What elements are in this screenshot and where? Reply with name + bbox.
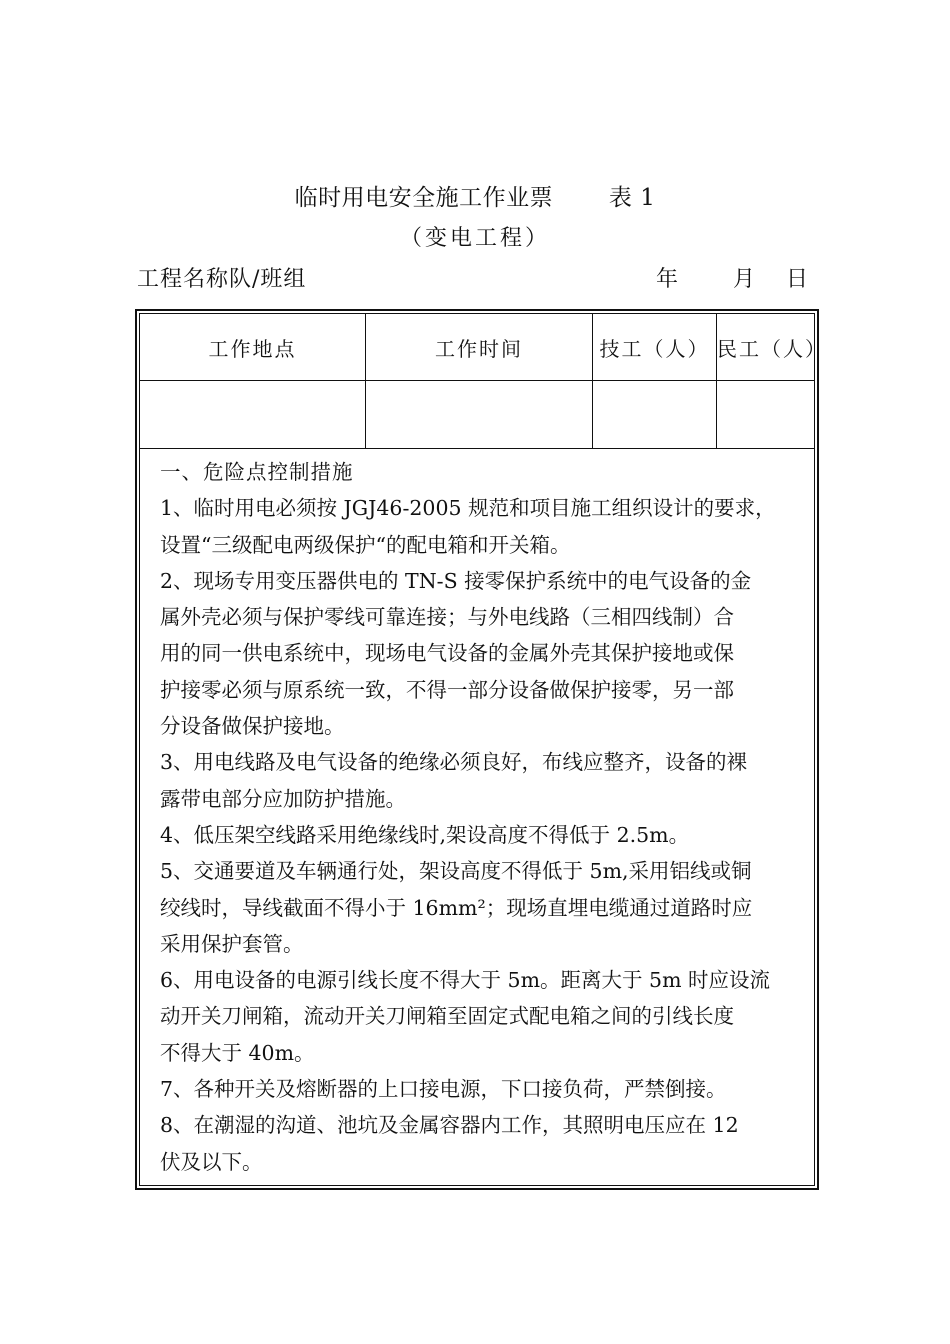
measure-line: 不得大于 40m。 <box>160 1040 315 1065</box>
measure-line: 4、低压架空线路采用绝缘线时,架设高度不得低于 2.5m。 <box>160 822 690 847</box>
date-day-label: 日 <box>786 267 809 292</box>
header-laborers: 民工（人） <box>717 314 814 381</box>
measure-line: 设置“三级配电两级保护“的配电箱和开关箱。 <box>160 532 571 557</box>
measure-line: 1、临时用电必须按 JGJ46-2005 规范和项目施工组织设计的要求， <box>160 496 776 521</box>
header-work-time: 工作时间 <box>366 314 593 381</box>
work-ticket-table <box>135 309 827 1190</box>
skilled-workers-value[interactable] <box>593 381 717 449</box>
measure-line: 5、交通要道及车辆通行处，架设高度不得低于 5m,采用铝线或铜 <box>160 859 752 884</box>
measure-line: 属外壳必须与保护零线可靠连接；与外电线路（三相四线制）合 <box>160 605 734 630</box>
measure-line: 动开关刀闸箱，流动开关刀闸箱至固定式配电箱之间的引线长度 <box>160 1004 734 1029</box>
measure-line: 分设备做保护接地。 <box>160 714 345 739</box>
measure-line: 伏及以下。 <box>160 1149 263 1174</box>
measure-line: 采用保护套管。 <box>160 931 304 956</box>
form-subtitle: （变电工程） <box>399 226 550 251</box>
hazard-control-section <box>160 454 800 1180</box>
date-month-label: 月 <box>733 267 756 292</box>
section-heading: 一、危险点控制措施 <box>160 460 354 484</box>
work-time-value[interactable] <box>366 381 593 449</box>
header-work-location: 工作地点 <box>140 314 366 381</box>
measure-line: 7、各种开关及熔断器的上口接电源，下口接负荷，严禁倒接。 <box>160 1077 727 1102</box>
form-title <box>0 178 950 218</box>
date-year-label: 年 <box>656 267 679 292</box>
measure-line: 2、现场专用变压器供电的 TN-S 接零保护系统中的电气设备的金 <box>160 568 752 593</box>
measure-line: 6、用电设备的电源引线长度不得大于 5m。距离大于 5m 时应设流 <box>160 968 771 993</box>
measure-line: 护接零必须与原系统一致，不得一部分设备做保护接零，另一部 <box>160 677 734 702</box>
work-location-value[interactable] <box>140 381 366 449</box>
measure-line: 3、用电线路及电气设备的绝缘必须良好，布线应整齐，设备的裸 <box>160 750 748 775</box>
table-number: 表 1 <box>608 185 656 211</box>
form-title-text: 临时用电安全施工作业票 <box>294 185 554 211</box>
measure-line: 露带电部分应加防护措施。 <box>160 786 406 811</box>
laborers-value[interactable] <box>717 381 814 449</box>
header-skilled-workers: 技工（人） <box>593 314 717 381</box>
measure-line: 用的同一供电系统中，现场电气设备的金属外壳其保护接地或保 <box>160 641 734 666</box>
measure-line: 绞线时，导线截面不得小于 16mm²；现场直埋电缆通过道路时应 <box>160 895 753 920</box>
measure-line: 8、在潮湿的沟道、池坑及金属容器内工作，其照明电压应在 12 <box>160 1113 739 1138</box>
project-name-label: 工程名称队/班组 <box>137 267 307 292</box>
